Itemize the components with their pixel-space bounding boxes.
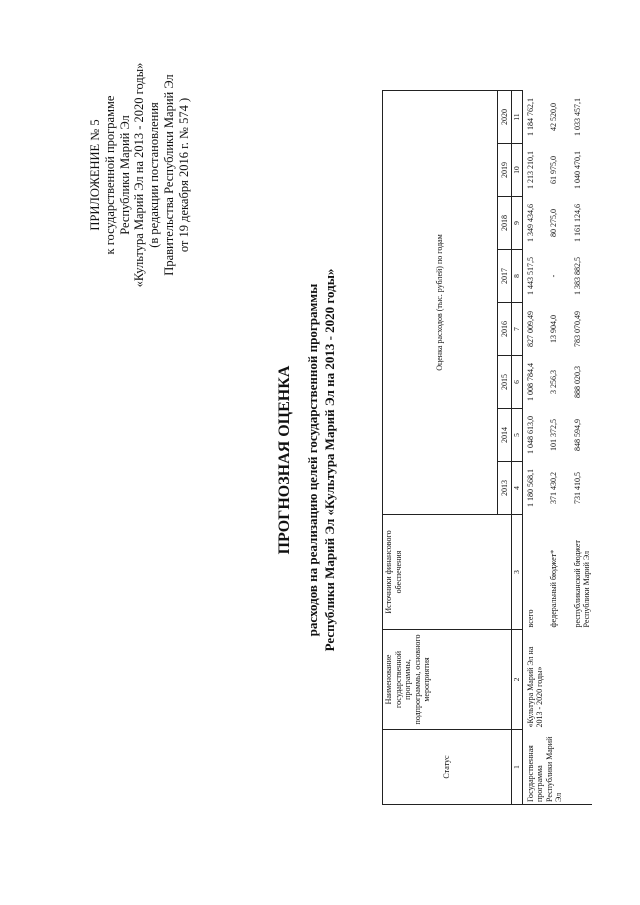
col-number: 9 — [512, 197, 523, 250]
value-cell: 1 213 210,1 — [522, 144, 535, 197]
value-cell: 1 443 517,5 — [522, 250, 535, 303]
year-2013: 2013 — [498, 462, 512, 515]
value-cell: 1 184 762,1 — [522, 91, 535, 144]
value-cell: 1 048 613,0 — [522, 409, 535, 462]
value-cell: 1 008 784,4 — [522, 356, 535, 409]
value-cell: 1 349 434,6 — [522, 197, 535, 250]
appendix-line: (в редакции постановления — [147, 102, 162, 248]
appendix-line: от 19 декабря 2016 г. № 574 ) — [176, 97, 191, 253]
value-cell: 827 009,49 — [522, 303, 535, 356]
value-cell: 1 180 568,1 — [522, 462, 535, 515]
year-2017: 2017 — [498, 250, 512, 303]
source-label: всего — [522, 515, 535, 630]
source-label: федеральный бюджет* — [549, 549, 558, 628]
col-number: 2 — [512, 630, 523, 730]
appendix-line: Правительства Республики Марий Эл — [161, 74, 176, 276]
value-cell: 731 410,5 — [572, 472, 582, 504]
year-2016: 2016 — [498, 303, 512, 356]
program-name: «Культура Марий Эл на 2013 - 2020 годы» — [522, 630, 592, 730]
header-source: Источники финансового обеспечения — [383, 515, 512, 630]
col-number: 7 — [512, 303, 523, 356]
appendix-line: «Культура Марий Эл на 2013 - 2020 годы» — [132, 62, 147, 288]
document-subtitle-1: расходов на реализацию целей государственной программы — [305, 283, 320, 637]
appendix-line: Республики Марий Эл — [117, 115, 132, 235]
value-cell: 888 020,3 — [572, 366, 582, 398]
program-status: Государственная программа Республики Марий Эл — [522, 730, 592, 805]
col-number: 6 — [512, 356, 523, 409]
value-cell: 1 383 882,5 — [572, 257, 582, 295]
value-cell: 1 033 457,1 — [572, 98, 582, 136]
header-name: Наименование государственной программы, подпрограммы, основного мероприятия — [383, 630, 512, 730]
value-cell: 80 275,0 — [549, 209, 558, 237]
table-row — [522, 91, 535, 805]
value-cell: 1 161 124,6 — [572, 204, 582, 242]
appendix-line: ПРИЛОЖЕНИЕ № 5 — [88, 119, 102, 231]
year-2020: 2020 — [498, 91, 512, 144]
col-number: 1 — [512, 730, 523, 805]
document-heading — [276, 200, 338, 720]
col-number: 10 — [512, 144, 523, 197]
col-number: 8 — [512, 250, 523, 303]
value-cell: 42 520,0 — [549, 103, 558, 131]
appendix-line: к государственной программе — [102, 95, 117, 255]
year-2015: 2015 — [498, 356, 512, 409]
col-number: 3 — [512, 515, 523, 630]
col-number: 5 — [512, 409, 523, 462]
expenditure-table — [382, 90, 592, 805]
year-2019: 2019 — [498, 144, 512, 197]
value-cell: 371 430,2 — [549, 472, 558, 504]
year-2014: 2014 — [498, 409, 512, 462]
appendix-block — [88, 45, 192, 305]
header-estimate: Оценка расходов (тыс. рублей) по годам — [383, 91, 498, 515]
document-title: ПРОГНОЗНАЯ ОЦЕНКА — [276, 365, 293, 555]
col-number: 11 — [512, 91, 523, 144]
value-cell: 61 975,0 — [549, 156, 558, 184]
value-cell: 101 372,5 — [549, 419, 558, 451]
value-cell: 13 904,0 — [549, 315, 558, 343]
header-status: Статус — [383, 730, 512, 805]
source-label: республиканский бюджет Республики Марий Эл — [572, 540, 591, 628]
year-2018: 2018 — [498, 197, 512, 250]
value-cell: 3 256,3 — [549, 370, 558, 394]
document-subtitle-2: Республики Марий Эл «Культура Марий Эл на 2013 - 2020 годы» — [322, 268, 337, 652]
value-cell: 1 040 470,1 — [572, 151, 582, 189]
col-number: 4 — [512, 462, 523, 515]
value-cell: 848 594,9 — [572, 419, 582, 451]
value-cell: - — [549, 274, 558, 278]
value-cell: 783 070,49 — [572, 311, 582, 347]
